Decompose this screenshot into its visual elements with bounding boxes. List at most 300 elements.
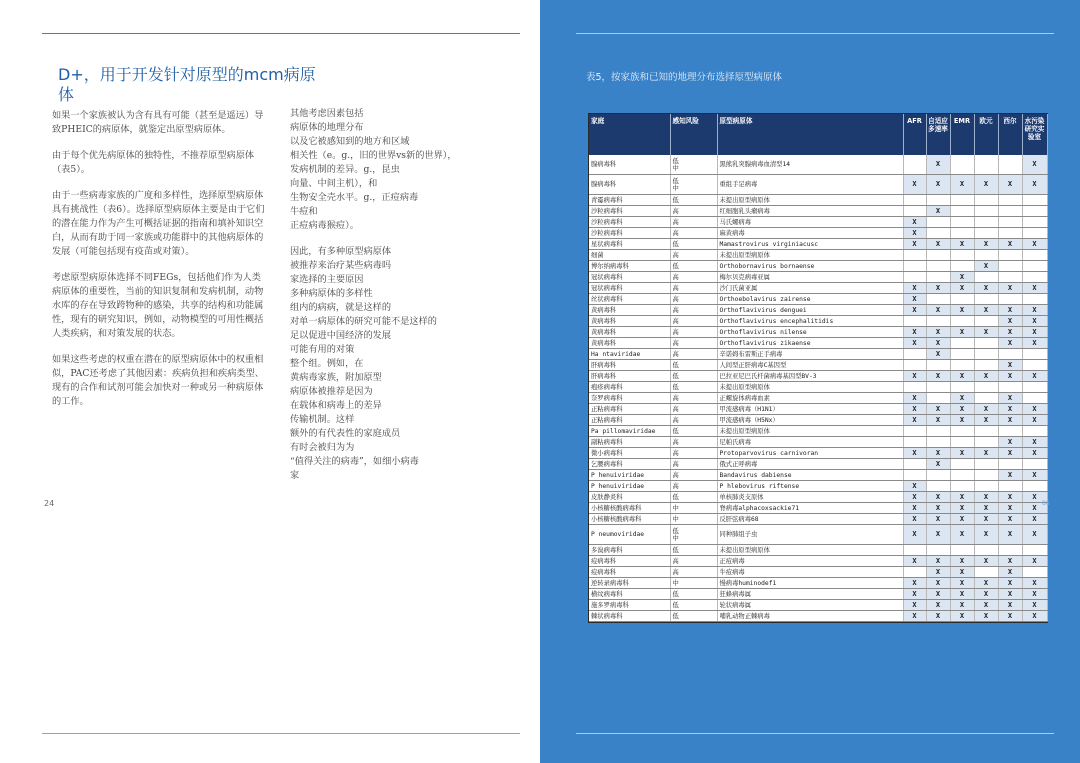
cell-region-mark: X [926, 349, 950, 360]
cell-family: 博尔纳病毒科 [589, 261, 670, 272]
cell-pathogen: 辛诺姆布雷斯正手病毒 [717, 349, 903, 360]
page-number: 24 [44, 499, 55, 508]
cell-region-mark [950, 349, 974, 360]
cell-region-mark [974, 155, 998, 175]
cell-risk: 中 [670, 578, 717, 589]
table-row [589, 611, 1047, 622]
cell-region-mark: X [974, 175, 998, 195]
cell-region-mark: X [998, 327, 1022, 338]
cell-region-mark [903, 316, 926, 327]
cell-region-mark [926, 481, 950, 492]
cell-region-mark [926, 316, 950, 327]
cell-family: 黄病毒科 [589, 327, 670, 338]
cell-region-mark: X [926, 305, 950, 316]
cell-region-mark [998, 272, 1022, 283]
cell-region-mark [950, 545, 974, 556]
cell-region-mark: X [998, 360, 1022, 371]
cell-region-mark: X [903, 481, 926, 492]
cell-region-mark: X [998, 338, 1022, 349]
cell-region-mark: X [926, 415, 950, 426]
cell-risk: 高 [670, 393, 717, 404]
cell-region-mark: X [926, 556, 950, 567]
table-row [589, 556, 1047, 567]
cell-risk: 高 [670, 250, 717, 261]
table-row [589, 567, 1047, 578]
cell-region-mark [974, 426, 998, 437]
cell-region-mark [950, 250, 974, 261]
cell-region-mark: X [950, 514, 974, 525]
cell-family: 正粘病毒科 [589, 415, 670, 426]
cell-family: 乞腰病毒科 [589, 459, 670, 470]
cell-pathogen: Bandavirus dabiense [717, 470, 903, 481]
cell-risk: 高 [670, 294, 717, 305]
cell-region-mark: X [903, 556, 926, 567]
cell-region-mark [974, 217, 998, 228]
cell-region-mark: X [950, 503, 974, 514]
table-row [589, 371, 1047, 382]
cell-region-mark [974, 349, 998, 360]
cell-family: 肝病毒科 [589, 371, 670, 382]
cell-region-mark [950, 228, 974, 239]
cell-region-mark: X [998, 437, 1022, 448]
cell-region-mark: X [998, 611, 1022, 622]
table-row [589, 283, 1047, 294]
cell-region-mark [926, 393, 950, 404]
cell-region-mark: X [926, 514, 950, 525]
cell-region-mark [998, 250, 1022, 261]
cell-region-mark [1022, 261, 1047, 272]
cell-region-mark: X [998, 470, 1022, 481]
cell-risk: 高 [670, 415, 717, 426]
cell-family: 疱疹病毒科 [589, 382, 670, 393]
table-row [589, 294, 1047, 305]
cell-region-mark [903, 459, 926, 470]
cell-region-mark: X [974, 589, 998, 600]
cell-family: P henuiviridae [589, 481, 670, 492]
table-row [589, 503, 1047, 514]
cell-risk: 高 [670, 305, 717, 316]
cell-region-mark: X [926, 600, 950, 611]
cell-region-mark: X [974, 283, 998, 294]
cell-family: Pa pillomaviridae [589, 426, 670, 437]
cell-region-mark: X [1022, 525, 1047, 545]
col-header-risk: 感知风险 [670, 114, 717, 155]
cell-region-mark [974, 206, 998, 217]
cell-risk: 高 [670, 459, 717, 470]
cell-region-mark: X [1022, 316, 1047, 327]
cell-region-mark: X [1022, 404, 1047, 415]
cell-risk: 高 [670, 283, 717, 294]
cell-region-mark [926, 228, 950, 239]
cell-region-mark: X [950, 272, 974, 283]
cell-region-mark [926, 545, 950, 556]
cell-region-mark: X [998, 283, 1022, 294]
cell-region-mark: X [1022, 556, 1047, 567]
cell-region-mark: X [903, 589, 926, 600]
cell-family: 痘病毒科 [589, 556, 670, 567]
cell-pathogen: Protoparvovirus carnivoran [717, 448, 903, 459]
cell-region-mark [926, 470, 950, 481]
table-header-row [589, 114, 1047, 155]
table-row [589, 327, 1047, 338]
cell-region-mark: X [1022, 589, 1047, 600]
cell-region-mark: X [926, 327, 950, 338]
table-body [589, 155, 1047, 622]
cell-region-mark [903, 567, 926, 578]
cell-region-mark [903, 195, 926, 206]
cell-region-mark [950, 382, 974, 393]
cell-region-mark: X [926, 503, 950, 514]
cell-pathogen: 单核肺炎支原体 [717, 492, 903, 503]
cell-region-mark: X [903, 525, 926, 545]
col-header-amr: 自适应多速率 [926, 114, 950, 155]
cell-family: 横纹病毒科 [589, 589, 670, 600]
cell-pathogen: 甲流感病毒（H1N1） [717, 404, 903, 415]
cell-region-mark: X [998, 305, 1022, 316]
cell-pathogen: 正痘病毒 [717, 556, 903, 567]
cell-region-mark: X [950, 611, 974, 622]
cell-region-mark [950, 481, 974, 492]
cell-family: 副粘病毒科 [589, 437, 670, 448]
cell-region-mark [974, 316, 998, 327]
cell-region-mark: X [974, 448, 998, 459]
cell-risk: 低 [670, 611, 717, 622]
cell-risk: 高 [670, 470, 717, 481]
cell-region-mark [998, 195, 1022, 206]
table-row [589, 448, 1047, 459]
cell-region-mark [974, 228, 998, 239]
cell-region-mark: X [926, 567, 950, 578]
cell-pathogen: 巴拉亚尼巴氏杆菌病毒基因型BV-3 [717, 371, 903, 382]
cell-region-mark [950, 217, 974, 228]
cell-region-mark [950, 294, 974, 305]
cell-pathogen: 梅尔贝克病毒亚属 [717, 272, 903, 283]
cell-region-mark [926, 250, 950, 261]
cell-pathogen: 未提出原型病原体 [717, 545, 903, 556]
col-header-sear: 西尔 [998, 114, 1022, 155]
cell-region-mark [998, 261, 1022, 272]
cell-region-mark: X [903, 239, 926, 250]
cell-region-mark: X [950, 404, 974, 415]
cell-region-mark [1022, 393, 1047, 404]
cell-family: 丝状病毒科 [589, 294, 670, 305]
cell-region-mark: X [1022, 371, 1047, 382]
cell-pathogen: 未提出原型病原体 [717, 426, 903, 437]
cell-risk: 高 [670, 217, 717, 228]
cell-pathogen: 麻黄病毒 [717, 228, 903, 239]
cell-region-mark: X [926, 239, 950, 250]
cell-region-mark: X [998, 600, 1022, 611]
cell-region-mark: X [903, 448, 926, 459]
cell-pathogen: Orthoflavivirus zikaense [717, 338, 903, 349]
cell-pathogen: 狂蜂病毒属 [717, 589, 903, 600]
table-row [589, 261, 1047, 272]
cell-region-mark: X [950, 525, 974, 545]
cell-region-mark [926, 294, 950, 305]
cell-risk: 高 [670, 272, 717, 283]
cell-region-mark: X [998, 393, 1022, 404]
table-row [589, 426, 1047, 437]
cell-region-mark [1022, 459, 1047, 470]
cell-region-mark: X [903, 393, 926, 404]
table-row [589, 239, 1047, 250]
cell-region-mark: X [1022, 600, 1047, 611]
cell-family: 黄病毒科 [589, 316, 670, 327]
table-row [589, 228, 1047, 239]
cell-region-mark [1022, 217, 1047, 228]
cell-region-mark: X [950, 556, 974, 567]
cell-risk: 低 [670, 195, 717, 206]
cell-risk: 中 [670, 503, 717, 514]
cell-region-mark [974, 545, 998, 556]
cell-region-mark: X [998, 556, 1022, 567]
table-row [589, 404, 1047, 415]
cell-region-mark: X [1022, 492, 1047, 503]
cell-risk: 低 [670, 371, 717, 382]
cell-region-mark: X [998, 525, 1022, 545]
cell-pathogen: 俄式正呼病毒 [717, 459, 903, 470]
cell-region-mark: X [1022, 415, 1047, 426]
cell-region-mark [998, 481, 1022, 492]
table-row [589, 578, 1047, 589]
cell-region-mark [903, 545, 926, 556]
cell-region-mark [974, 195, 998, 206]
cell-region-mark [998, 545, 1022, 556]
cell-region-mark [903, 272, 926, 283]
cell-risk: 低 [670, 589, 717, 600]
cell-region-mark [974, 470, 998, 481]
cell-region-mark [998, 206, 1022, 217]
cell-region-mark [926, 217, 950, 228]
top-rule-left [42, 33, 520, 34]
cell-region-mark: X [998, 415, 1022, 426]
cell-pathogen: 尼帕氏病毒 [717, 437, 903, 448]
cell-risk: 低 [670, 492, 717, 503]
cell-region-mark [974, 567, 998, 578]
cell-region-mark: X [926, 206, 950, 217]
cell-pathogen: Orthobornavirus bornaense [717, 261, 903, 272]
cell-risk: 低 [670, 545, 717, 556]
cell-risk: 低 中 [670, 155, 717, 175]
paragraph: 由于一些病毒家族的广度和多样性，选择原型病原体具有挑战性（表6）。选择原型病原体主要是由于它们的潜在能力作为产生可概括证据的指南和填补知识空白，从而有助于同一家族或功能群中的其他病原体的发展（可能包括现有疫苗或对策）。 [52, 190, 265, 257]
cell-region-mark: X [998, 492, 1022, 503]
cell-region-mark: X [998, 316, 1022, 327]
cell-region-mark [998, 217, 1022, 228]
cell-region-mark: X [974, 492, 998, 503]
cell-region-mark: X [903, 283, 926, 294]
cell-region-mark: X [903, 217, 926, 228]
cell-family: 微小病毒科 [589, 448, 670, 459]
cell-region-mark: X [903, 611, 926, 622]
cell-region-mark: X [950, 567, 974, 578]
cell-family: 沙粒病毒科 [589, 228, 670, 239]
table-row [589, 514, 1047, 525]
cell-region-mark [974, 338, 998, 349]
cell-family: 冠状病毒科 [589, 283, 670, 294]
cell-region-mark [950, 437, 974, 448]
cell-region-mark: X [903, 578, 926, 589]
cell-region-mark: X [998, 578, 1022, 589]
cell-region-mark [1022, 206, 1047, 217]
cell-region-mark: X [974, 578, 998, 589]
cell-pathogen: 未提出原型病原体 [717, 250, 903, 261]
table-row [589, 525, 1047, 545]
cell-risk: 高 [670, 481, 717, 492]
cell-region-mark: X [950, 393, 974, 404]
cell-pathogen: 同种肺组子虫 [717, 525, 903, 545]
table-row [589, 217, 1047, 228]
cell-region-mark [1022, 426, 1047, 437]
table-row [589, 272, 1047, 283]
cell-region-mark [1022, 195, 1047, 206]
cell-region-mark: X [1022, 175, 1047, 195]
text-column-1 [52, 109, 270, 421]
cell-region-mark: X [1022, 470, 1047, 481]
cell-region-mark: X [950, 371, 974, 382]
paragraph: 由于每个优先病原体的独特性，不推荐原型病原体（表5）。 [52, 150, 255, 175]
cell-region-mark [903, 206, 926, 217]
cell-pathogen: Orthoflavivirus denguei [717, 305, 903, 316]
cell-region-mark: X [926, 371, 950, 382]
cell-region-mark: X [1022, 305, 1047, 316]
cell-risk: 高 [670, 316, 717, 327]
cell-region-mark: X [998, 567, 1022, 578]
cell-region-mark: X [950, 492, 974, 503]
table-row [589, 492, 1047, 503]
cell-family: 冠状病毒科 [589, 272, 670, 283]
cell-region-mark [974, 382, 998, 393]
cell-region-mark: X [926, 578, 950, 589]
cell-region-mark: X [998, 448, 1022, 459]
cell-region-mark: X [950, 175, 974, 195]
cell-family: 棘状病毒科 [589, 611, 670, 622]
table-row [589, 305, 1047, 316]
cell-pathogen: Orthoflavivirus encephalitidis [717, 316, 903, 327]
paragraph: 如果这些考虑的权重在潜在的原型病原体中的权重相似，PAC还考虑了其他因素：疾病负担和疾病类型、现有的合作和试剂可能会加快对一种或另一种病原体的工作。 [52, 354, 264, 407]
cell-region-mark [950, 261, 974, 272]
cell-region-mark: X [903, 514, 926, 525]
cell-family: 细菌 [589, 250, 670, 261]
cell-region-mark: X [950, 283, 974, 294]
cell-risk: 低 [670, 600, 717, 611]
cell-region-mark: X [926, 525, 950, 545]
cell-pathogen: 黑熊乳突腺病毒血清型14 [717, 155, 903, 175]
cell-region-mark [903, 382, 926, 393]
cell-family: 痘病毒科 [589, 567, 670, 578]
cell-region-mark: X [926, 338, 950, 349]
table-row [589, 206, 1047, 217]
cell-risk: 低 [670, 239, 717, 250]
cell-family: 腺病毒科 [589, 175, 670, 195]
cell-region-mark [1022, 228, 1047, 239]
cell-family: 沙粒病毒科 [589, 217, 670, 228]
cell-region-mark [950, 206, 974, 217]
cell-region-mark: X [903, 492, 926, 503]
cell-region-mark: X [903, 371, 926, 382]
cell-region-mark: X [974, 556, 998, 567]
cell-region-mark: X [1022, 578, 1047, 589]
cell-region-mark [998, 228, 1022, 239]
cell-region-mark: X [926, 589, 950, 600]
cell-region-mark [950, 470, 974, 481]
cell-region-mark: X [974, 327, 998, 338]
cell-risk: 低 中 [670, 525, 717, 545]
cell-region-mark [974, 250, 998, 261]
cell-region-mark [974, 481, 998, 492]
cell-family: 肝病毒科 [589, 360, 670, 371]
top-rule-right [576, 33, 1054, 34]
paragraph: 其他考虑因素包括 病原体的地理分布 以及它被感知到的地方和区域 相关性（e。g.，旧的世界vs新的世界）， 发病机制的差异。g.，昆虫 向量、中间主机），和 生物安全壳水平。g.，正痘病毒 牛痘和 正痘病毒猴痘）。 [290, 108, 457, 231]
cell-region-mark [926, 426, 950, 437]
cell-pathogen: 脊病毒alphacoxsackie71 [717, 503, 903, 514]
cell-family: 黄病毒科 [589, 305, 670, 316]
cell-region-mark: X [974, 600, 998, 611]
cell-region-mark [926, 261, 950, 272]
cell-region-mark: X [1022, 514, 1047, 525]
cell-region-mark: X [1022, 327, 1047, 338]
cell-region-mark [1022, 382, 1047, 393]
cell-region-mark: X [998, 503, 1022, 514]
cell-pathogen: 未提出原型病原体 [717, 382, 903, 393]
cell-region-mark: X [950, 239, 974, 250]
cell-pathogen: 未提出原型病原体 [717, 195, 903, 206]
bottom-rule-left [42, 733, 520, 734]
cell-region-mark: X [974, 261, 998, 272]
table-row [589, 195, 1047, 206]
table-row [589, 393, 1047, 404]
cell-region-mark: X [1022, 155, 1047, 175]
cell-risk: 低 中 [670, 175, 717, 195]
cell-region-mark [950, 459, 974, 470]
cell-risk: 低 [670, 360, 717, 371]
cell-region-mark: X [1022, 437, 1047, 448]
cell-region-mark [1022, 294, 1047, 305]
table-row [589, 589, 1047, 600]
cell-pathogen: 哺乳动物正棘病毒 [717, 611, 903, 622]
paragraph: 如果一个家族被认为含有具有可能（甚至是遥远）导致PHEIC的病原体，就鉴定出原型病原体。 [52, 110, 264, 135]
cell-pathogen: 马氏螺病毒 [717, 217, 903, 228]
cell-region-mark: X [950, 415, 974, 426]
cell-risk: 低 [670, 382, 717, 393]
cell-region-mark: X [903, 404, 926, 415]
cell-region-mark [998, 382, 1022, 393]
cell-pathogen: 反肝弦病毒68 [717, 514, 903, 525]
col-header-wpr: 水污染研究实验室 [1022, 114, 1047, 155]
cell-region-mark: X [926, 611, 950, 622]
cell-risk: 高 [670, 404, 717, 415]
cell-region-mark [903, 250, 926, 261]
cell-region-mark [903, 360, 926, 371]
cell-family: 多溴病毒科 [589, 545, 670, 556]
cell-region-mark: X [1022, 611, 1047, 622]
cell-region-mark [903, 437, 926, 448]
cell-family: 小核糖核酸病毒科 [589, 503, 670, 514]
cell-region-mark: X [903, 228, 926, 239]
cell-region-mark: X [950, 305, 974, 316]
cell-family: 小核糖核酸病毒科 [589, 514, 670, 525]
cell-family: 腺病毒科 [589, 155, 670, 175]
cell-risk: 高 [670, 556, 717, 567]
cell-region-mark: X [926, 155, 950, 175]
cell-region-mark: X [903, 305, 926, 316]
table-row [589, 175, 1047, 195]
cell-region-mark [1022, 349, 1047, 360]
cell-region-mark [1022, 360, 1047, 371]
cell-region-mark: X [903, 415, 926, 426]
table-row [589, 382, 1047, 393]
page-break-mark: 86 [1042, 500, 1050, 507]
cell-region-mark [903, 155, 926, 175]
